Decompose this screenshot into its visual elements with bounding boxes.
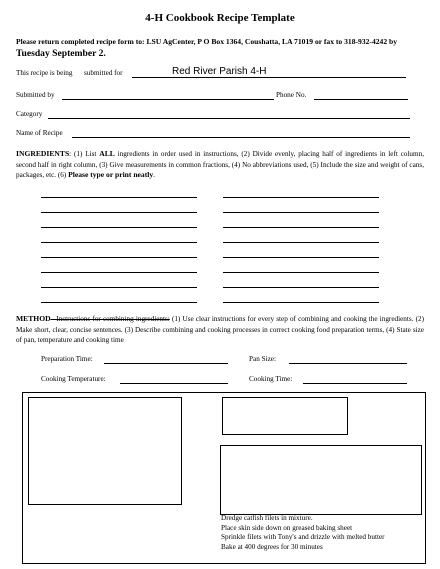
photo-placeholder-left — [28, 397, 182, 505]
method-struck-text: – Instructions for combining ingredients: — [50, 315, 170, 323]
ingredient-line-right[interactable] — [223, 287, 379, 288]
ingredient-line-right[interactable] — [223, 272, 379, 273]
phone-label: Phone No. — [276, 91, 307, 99]
recipe-name-field[interactable] — [72, 137, 410, 138]
return-address: Please return completed recipe form to: LSU AgCenter, P O Box 1364, Coushatta, LA 71019 or fax to 318-932-4242 by — [16, 37, 398, 46]
ingredient-line-left[interactable] — [41, 242, 197, 243]
method-heading: METHOD — [16, 314, 51, 323]
ingredient-line-right[interactable] — [223, 212, 379, 213]
ingredient-line-right[interactable] — [223, 302, 379, 303]
ingredient-line-left[interactable] — [41, 212, 197, 213]
submitted-for-field[interactable] — [132, 77, 406, 78]
photo-placeholder-top-right — [222, 397, 348, 435]
ingredient-line-left[interactable] — [41, 257, 197, 258]
method-instructions: METHOD– Instructions for combining ingredients: (1) Use clear instructions for every step of combining and cooking the ingredients. (2) Make short, clear, concise sentences. (3) Describe combining and cooking processes in correct cooking food preparation terms, (4) State size of pan, temperature and cooking time — [16, 314, 425, 344]
phone-field[interactable] — [314, 99, 408, 100]
ingredient-line-right[interactable] — [223, 227, 379, 228]
ingredient-line-left[interactable] — [41, 272, 197, 273]
pan-size-field[interactable] — [289, 363, 407, 364]
submitted-by-field[interactable] — [62, 99, 274, 100]
ingredient-line-left[interactable] — [41, 302, 197, 303]
category-label: Category — [16, 110, 43, 118]
note-line: Bake at 400 degrees for 30 minutes — [221, 542, 323, 551]
cook-temp-field[interactable] — [120, 383, 228, 384]
cook-time-label: Cooking Time: — [249, 375, 293, 383]
due-date: Tuesday September 2. — [16, 48, 106, 59]
submitted-for-label: submitted for — [84, 69, 123, 77]
note-line: Sprinkle filets with Tony's and drizzle with melted butter — [221, 533, 385, 541]
prep-time-field[interactable] — [104, 363, 228, 364]
prep-time-label: Preparation Time: — [41, 355, 93, 363]
cook-temp-label: Cooking Temperature: — [41, 375, 106, 383]
ingredient-line-left[interactable] — [41, 287, 197, 288]
recipe-being-label: This recipe is being — [16, 69, 73, 77]
photo-placeholder-right — [220, 445, 422, 515]
note-line: Dredge catfish filets in mixture. — [221, 514, 313, 522]
ingredient-line-left[interactable] — [41, 197, 197, 198]
ingredients-instructions: INGREDIENTS: (1) List ALL ingredients in order used in instructions, (2) Divide evenly, placing half of ingredients in left column, second half in right column, (3) Give measurements in common fractions, (4) No abbreviations used, (5) Include the size and weight of cans, packages, etc. (6) Please type or print neatly. — [16, 149, 425, 179]
ingredient-line-left[interactable] — [41, 227, 197, 228]
ingredient-line-right[interactable] — [223, 242, 379, 243]
cooking-notes — [221, 514, 385, 552]
submitted-for-value: Red River Parish 4-H — [172, 66, 267, 77]
submitted-by-label: Submitted by — [16, 91, 55, 99]
page-title: 4-H Cookbook Recipe Template — [145, 12, 295, 24]
print-neatly-note: Please type or print neatly — [68, 170, 154, 179]
return-instructions — [16, 36, 424, 60]
ingredient-line-right[interactable] — [223, 257, 379, 258]
category-field[interactable] — [48, 118, 410, 119]
ingredients-heading: INGREDIENTS — [16, 149, 70, 158]
note-line: Place skin side down on greased baking sheet — [221, 523, 353, 532]
ingredient-line-right[interactable] — [223, 197, 379, 198]
cook-time-field[interactable] — [303, 383, 407, 384]
pan-size-label: Pan Size: — [249, 355, 276, 363]
recipe-name-label: Name of Recipe — [16, 129, 63, 137]
